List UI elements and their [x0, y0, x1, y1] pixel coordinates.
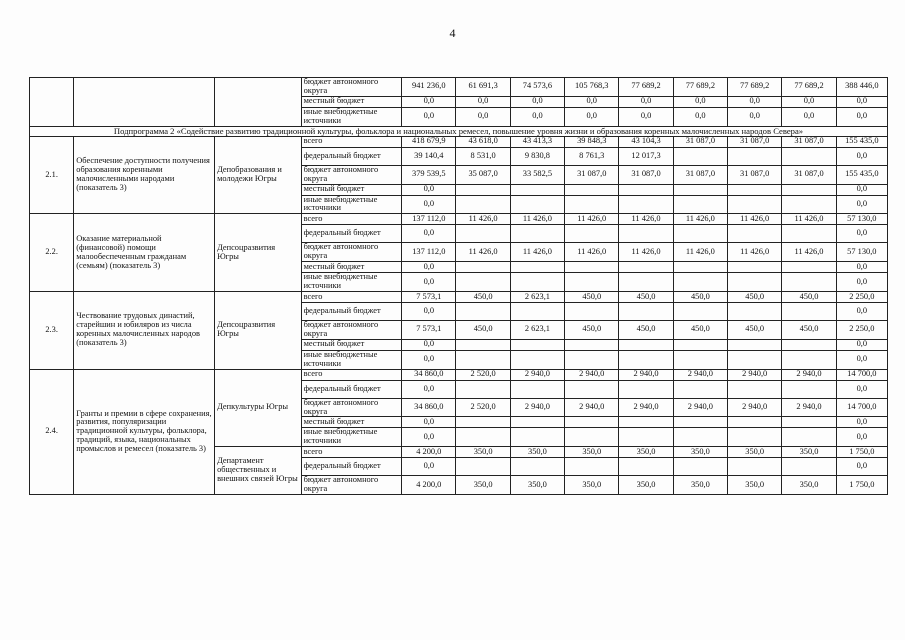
executor-cell: Депсоцразвития Югры [215, 291, 302, 369]
value-cell: 2 940,0 [782, 398, 836, 417]
value-cell: 105 768,3 [565, 78, 619, 97]
value-cell [728, 380, 782, 398]
value-cell: 0,0 [836, 184, 887, 195]
value-cell: 350,0 [728, 476, 782, 495]
value-cell: 350,0 [456, 447, 510, 458]
value-cell: 0,0 [836, 428, 887, 447]
page-number: 4 [449, 26, 456, 40]
executor-cell: Департамент общественных и внешних связей Югры [215, 447, 302, 495]
value-cell [673, 302, 727, 320]
value-cell: 11 426,0 [510, 214, 564, 225]
value-cell: 388 446,0 [836, 78, 887, 97]
value-cell: 350,0 [728, 447, 782, 458]
value-cell: 0,0 [565, 96, 619, 107]
source-cell: бюджет автономного округа [301, 243, 402, 262]
value-cell: 11 426,0 [565, 243, 619, 262]
value-cell [565, 195, 619, 214]
value-cell: 137 112,0 [402, 214, 456, 225]
source-cell: федеральный бюджет [301, 225, 402, 243]
value-cell: 0,0 [402, 225, 456, 243]
value-cell [782, 428, 836, 447]
source-cell: бюджет автономного округа [301, 165, 402, 184]
value-cell: 450,0 [673, 320, 727, 339]
value-cell: 31 087,0 [782, 136, 836, 147]
value-cell [728, 350, 782, 369]
value-cell: 0,0 [402, 195, 456, 214]
value-cell [510, 339, 564, 350]
value-cell: 7 573,1 [402, 320, 456, 339]
value-cell [782, 417, 836, 428]
value-cell: 0,0 [402, 273, 456, 292]
table-row [30, 291, 888, 302]
value-cell [619, 339, 673, 350]
value-cell [565, 417, 619, 428]
value-cell: 0,0 [402, 96, 456, 107]
value-cell [673, 350, 727, 369]
value-cell: 11 426,0 [510, 243, 564, 262]
value-cell: 11 426,0 [565, 214, 619, 225]
value-cell [456, 302, 510, 320]
value-cell: 0,0 [565, 107, 619, 126]
item-number: 2.3. [30, 291, 74, 369]
source-cell: федеральный бюджет [301, 302, 402, 320]
value-cell: 450,0 [619, 291, 673, 302]
value-cell: 0,0 [510, 107, 564, 126]
value-cell: 350,0 [510, 447, 564, 458]
source-cell: местный бюджет [301, 339, 402, 350]
value-cell: 941 236,0 [402, 78, 456, 97]
value-cell [782, 273, 836, 292]
value-cell [673, 184, 727, 195]
value-cell [728, 195, 782, 214]
value-cell: 450,0 [619, 320, 673, 339]
executor-cell: Депобразования и молодежи Югры [215, 136, 302, 214]
value-cell: 57 130,0 [836, 214, 887, 225]
value-cell: 0,0 [402, 184, 456, 195]
value-cell [673, 380, 727, 398]
value-cell: 0,0 [728, 96, 782, 107]
value-cell: 2 940,0 [565, 369, 619, 380]
value-cell: 350,0 [673, 476, 727, 495]
value-cell: 0,0 [402, 339, 456, 350]
value-cell [565, 302, 619, 320]
value-cell: 450,0 [673, 291, 727, 302]
value-cell: 0,0 [836, 262, 887, 273]
value-cell: 2 940,0 [673, 369, 727, 380]
value-cell: 57 130,0 [836, 243, 887, 262]
value-cell: 137 112,0 [402, 243, 456, 262]
value-cell [782, 195, 836, 214]
value-cell: 31 087,0 [782, 165, 836, 184]
value-cell [456, 350, 510, 369]
value-cell: 450,0 [728, 291, 782, 302]
value-cell: 350,0 [619, 476, 673, 495]
value-cell: 0,0 [836, 458, 887, 476]
value-cell [456, 339, 510, 350]
value-cell [456, 417, 510, 428]
value-cell [782, 262, 836, 273]
source-cell: местный бюджет [301, 262, 402, 273]
table-row [30, 214, 888, 225]
value-cell: 11 426,0 [456, 214, 510, 225]
value-cell: 11 426,0 [728, 243, 782, 262]
value-cell [728, 458, 782, 476]
value-cell: 31 087,0 [673, 136, 727, 147]
value-cell: 7 573,1 [402, 291, 456, 302]
value-cell: 0,0 [836, 380, 887, 398]
source-cell: иные внебюджетные источники [301, 273, 402, 292]
value-cell: 11 426,0 [782, 214, 836, 225]
value-cell: 14 700,0 [836, 369, 887, 380]
value-cell: 0,0 [782, 107, 836, 126]
value-cell [782, 184, 836, 195]
value-cell: 0,0 [402, 428, 456, 447]
value-cell: 450,0 [565, 320, 619, 339]
value-cell [782, 339, 836, 350]
value-cell: 0,0 [619, 107, 673, 126]
value-cell [673, 339, 727, 350]
number-cell [30, 78, 74, 127]
value-cell: 0,0 [402, 380, 456, 398]
value-cell: 2 940,0 [565, 398, 619, 417]
value-cell: 39 848,3 [565, 136, 619, 147]
value-cell [565, 225, 619, 243]
table-row [30, 136, 888, 147]
subprogram-row [30, 126, 888, 136]
value-cell: 350,0 [456, 476, 510, 495]
value-cell: 450,0 [782, 291, 836, 302]
value-cell [510, 262, 564, 273]
value-cell [456, 273, 510, 292]
value-cell: 418 679,9 [402, 136, 456, 147]
value-cell: 0,0 [836, 96, 887, 107]
value-cell: 77 689,2 [673, 78, 727, 97]
value-cell: 0,0 [673, 107, 727, 126]
value-cell: 450,0 [456, 320, 510, 339]
value-cell [728, 428, 782, 447]
value-cell [782, 225, 836, 243]
value-cell: 8 531,0 [456, 147, 510, 165]
value-cell [619, 273, 673, 292]
value-cell [456, 225, 510, 243]
value-cell: 4 200,0 [402, 476, 456, 495]
value-cell: 9 830,8 [510, 147, 564, 165]
value-cell [510, 225, 564, 243]
name-cell [74, 78, 215, 127]
value-cell: 0,0 [728, 107, 782, 126]
value-cell: 33 582,5 [510, 165, 564, 184]
value-cell: 31 087,0 [728, 136, 782, 147]
source-cell: местный бюджет [301, 184, 402, 195]
value-cell [673, 428, 727, 447]
value-cell: 2 250,0 [836, 291, 887, 302]
executor-cell [215, 78, 302, 127]
value-cell [510, 195, 564, 214]
value-cell: 155 435,0 [836, 165, 887, 184]
value-cell: 14 700,0 [836, 398, 887, 417]
value-cell: 43 413,3 [510, 136, 564, 147]
value-cell [565, 273, 619, 292]
value-cell [673, 417, 727, 428]
value-cell: 34 860,0 [402, 369, 456, 380]
value-cell [782, 380, 836, 398]
value-cell [673, 195, 727, 214]
value-cell [619, 417, 673, 428]
value-cell: 2 520,0 [456, 369, 510, 380]
value-cell: 31 087,0 [619, 165, 673, 184]
value-cell [565, 262, 619, 273]
value-cell [510, 350, 564, 369]
source-cell: местный бюджет [301, 417, 402, 428]
value-cell: 155 435,0 [836, 136, 887, 147]
value-cell: 2 940,0 [728, 369, 782, 380]
subprogram-title: Подпрограмма 2 «Содействие развитию традиционной культуры, фольклора и национальных ремесел, повышение уровня жизни и образования коренных малочисленных народов Севера» [30, 126, 888, 136]
value-cell: 11 426,0 [619, 214, 673, 225]
source-cell: федеральный бюджет [301, 147, 402, 165]
value-cell [619, 262, 673, 273]
value-cell [456, 458, 510, 476]
item-name: Гранты и премии в сфере сохранения, развития, популяризации традиционной культуры, фольклора, традиций, языка, национальных промыслов и ремесел (показатель 3) [74, 369, 215, 494]
value-cell [673, 262, 727, 273]
value-cell: 0,0 [836, 273, 887, 292]
value-cell [510, 273, 564, 292]
source-cell: бюджет автономного округа [301, 398, 402, 417]
value-cell: 1 750,0 [836, 476, 887, 495]
value-cell [782, 302, 836, 320]
value-cell [673, 273, 727, 292]
value-cell: 0,0 [836, 225, 887, 243]
value-cell: 11 426,0 [728, 214, 782, 225]
value-cell [728, 184, 782, 195]
value-cell: 0,0 [836, 302, 887, 320]
value-cell: 350,0 [565, 476, 619, 495]
source-cell: всего [301, 136, 402, 147]
executor-cell: Депсоцразвития Югры [215, 214, 302, 292]
value-cell: 43 618,0 [456, 136, 510, 147]
value-cell [619, 380, 673, 398]
value-cell [782, 350, 836, 369]
value-cell [565, 350, 619, 369]
value-cell: 12 017,3 [619, 147, 673, 165]
value-cell: 450,0 [565, 291, 619, 302]
value-cell [510, 184, 564, 195]
value-cell: 39 140,4 [402, 147, 456, 165]
source-cell: иные внебюджетные источники [301, 107, 402, 126]
value-cell: 11 426,0 [673, 243, 727, 262]
value-cell [565, 458, 619, 476]
value-cell [510, 380, 564, 398]
value-cell [619, 302, 673, 320]
value-cell [619, 184, 673, 195]
value-cell [728, 225, 782, 243]
value-cell: 2 623,1 [510, 291, 564, 302]
value-cell [619, 350, 673, 369]
value-cell: 0,0 [402, 417, 456, 428]
value-cell: 2 940,0 [619, 398, 673, 417]
value-cell [510, 302, 564, 320]
value-cell: 34 860,0 [402, 398, 456, 417]
value-cell: 11 426,0 [782, 243, 836, 262]
value-cell [728, 302, 782, 320]
value-cell: 74 573,6 [510, 78, 564, 97]
value-cell [673, 458, 727, 476]
value-cell [619, 428, 673, 447]
value-cell [619, 195, 673, 214]
item-name: Оказание материальной (финансовой) помощи малообеспеченным гражданам (семьям) (показатель 3) [74, 214, 215, 292]
source-cell: бюджет автономного округа [301, 476, 402, 495]
value-cell: 0,0 [619, 96, 673, 107]
value-cell [456, 428, 510, 447]
value-cell [619, 225, 673, 243]
value-cell: 0,0 [836, 147, 887, 165]
value-cell: 11 426,0 [673, 214, 727, 225]
value-cell: 0,0 [836, 417, 887, 428]
value-cell [565, 380, 619, 398]
value-cell: 0,0 [402, 458, 456, 476]
value-cell: 43 104,3 [619, 136, 673, 147]
value-cell: 0,0 [782, 96, 836, 107]
value-cell [673, 147, 727, 165]
value-cell: 35 087,0 [456, 165, 510, 184]
value-cell [782, 147, 836, 165]
value-cell [782, 458, 836, 476]
executor-cell: Депкультуры Югры [215, 369, 302, 447]
source-cell: иные внебюджетные источники [301, 428, 402, 447]
value-cell: 0,0 [673, 96, 727, 107]
source-cell: всего [301, 447, 402, 458]
source-cell: федеральный бюджет [301, 458, 402, 476]
item-number: 2.2. [30, 214, 74, 292]
source-cell: бюджет автономного округа [301, 320, 402, 339]
value-cell [510, 458, 564, 476]
value-cell: 11 426,0 [619, 243, 673, 262]
value-cell: 0,0 [836, 339, 887, 350]
value-cell: 0,0 [402, 262, 456, 273]
item-number: 2.4. [30, 369, 74, 494]
value-cell: 77 689,2 [782, 78, 836, 97]
value-cell [456, 195, 510, 214]
value-cell: 31 087,0 [565, 165, 619, 184]
value-cell: 0,0 [836, 195, 887, 214]
value-cell: 2 623,1 [510, 320, 564, 339]
value-cell: 77 689,2 [728, 78, 782, 97]
value-cell: 0,0 [836, 350, 887, 369]
value-cell: 450,0 [456, 291, 510, 302]
value-cell [565, 339, 619, 350]
value-cell [456, 380, 510, 398]
value-cell: 2 940,0 [619, 369, 673, 380]
source-cell: всего [301, 369, 402, 380]
value-cell: 2 940,0 [728, 398, 782, 417]
value-cell: 0,0 [402, 107, 456, 126]
value-cell: 350,0 [565, 447, 619, 458]
value-cell [728, 147, 782, 165]
value-cell: 0,0 [402, 350, 456, 369]
source-cell: бюджет автономного округа [301, 78, 402, 97]
value-cell: 350,0 [782, 476, 836, 495]
value-cell: 379 539,5 [402, 165, 456, 184]
value-cell [619, 458, 673, 476]
value-cell: 450,0 [782, 320, 836, 339]
item-name: Чествование трудовых династий, старейшин и юбиляров из числа коренных малочисленных народов (показатель 3) [74, 291, 215, 369]
value-cell: 61 691,3 [456, 78, 510, 97]
value-cell [456, 184, 510, 195]
value-cell: 2 940,0 [782, 369, 836, 380]
value-cell: 0,0 [456, 107, 510, 126]
value-cell [565, 428, 619, 447]
value-cell: 0,0 [836, 107, 887, 126]
budget-table [29, 77, 888, 495]
value-cell [728, 273, 782, 292]
value-cell [565, 184, 619, 195]
value-cell: 77 689,2 [619, 78, 673, 97]
item-name: Обеспечение доступности получения образования коренными малочисленными народами (показатель 3) [74, 136, 215, 214]
value-cell [510, 428, 564, 447]
source-cell: местный бюджет [301, 96, 402, 107]
source-cell: всего [301, 291, 402, 302]
value-cell: 350,0 [673, 447, 727, 458]
value-cell: 0,0 [402, 302, 456, 320]
value-cell: 350,0 [782, 447, 836, 458]
source-cell: федеральный бюджет [301, 380, 402, 398]
value-cell: 11 426,0 [456, 243, 510, 262]
value-cell [728, 262, 782, 273]
value-cell [456, 262, 510, 273]
value-cell: 2 520,0 [456, 398, 510, 417]
value-cell: 31 087,0 [728, 165, 782, 184]
table-row [30, 78, 888, 97]
value-cell: 2 940,0 [673, 398, 727, 417]
value-cell: 2 250,0 [836, 320, 887, 339]
value-cell [510, 417, 564, 428]
value-cell: 350,0 [619, 447, 673, 458]
value-cell: 2 940,0 [510, 369, 564, 380]
source-cell: иные внебюджетные источники [301, 195, 402, 214]
value-cell [728, 417, 782, 428]
value-cell [673, 225, 727, 243]
source-cell: иные внебюджетные источники [301, 350, 402, 369]
value-cell: 0,0 [510, 96, 564, 107]
value-cell: 450,0 [728, 320, 782, 339]
value-cell: 1 750,0 [836, 447, 887, 458]
value-cell: 8 761,3 [565, 147, 619, 165]
value-cell: 0,0 [456, 96, 510, 107]
value-cell: 4 200,0 [402, 447, 456, 458]
value-cell: 2 940,0 [510, 398, 564, 417]
value-cell: 350,0 [510, 476, 564, 495]
table-row [30, 369, 888, 380]
item-number: 2.1. [30, 136, 74, 214]
value-cell [728, 339, 782, 350]
source-cell: всего [301, 214, 402, 225]
value-cell: 31 087,0 [673, 165, 727, 184]
